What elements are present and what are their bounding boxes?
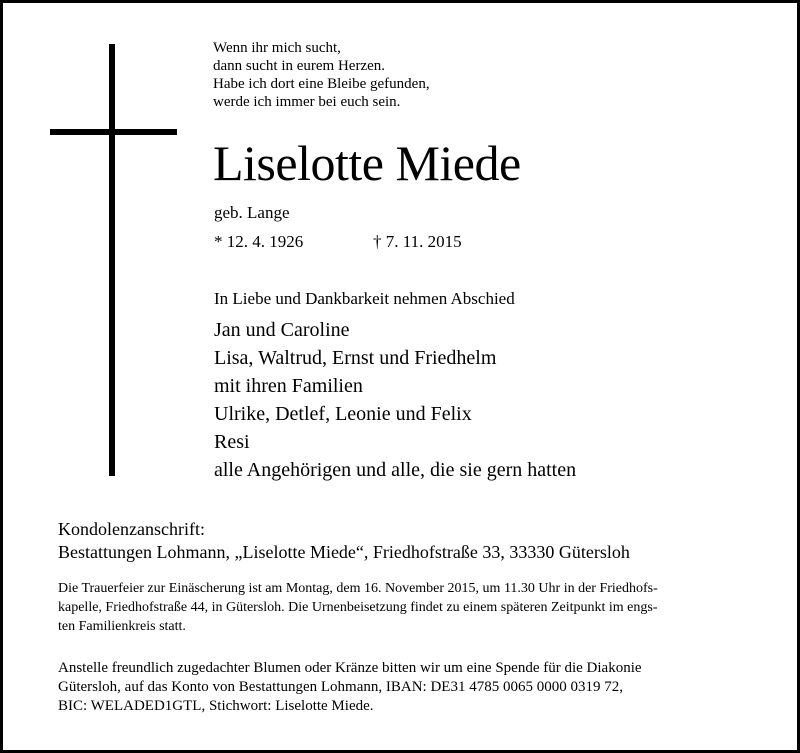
mourner-entry: Jan und Caroline bbox=[214, 319, 350, 341]
poem-line: Habe ich dort eine Bleibe gefunden, bbox=[213, 76, 430, 92]
farewell-intro: In Liebe und Dankbarkeit nehmen Abschied bbox=[214, 289, 515, 308]
mourners-list bbox=[214, 316, 576, 484]
ceremony-line: Die Trauerfeier zur Einäscherung ist am Montag, dem 16. November 2015, um 11.30 Uhr in der Friedhofs- bbox=[58, 581, 658, 596]
birth-date: * 12. 4. 1926 bbox=[214, 232, 304, 251]
poem-line: Wenn ihr mich sucht, bbox=[213, 40, 341, 56]
mourner-entry: alle Angehörigen und alle, die sie gern hatten bbox=[214, 459, 577, 481]
poem-line: dann sucht in eurem Herzen. bbox=[213, 58, 386, 74]
donation-line: BIC: WELADED1GTL, Stichwort: Liselotte Miede. bbox=[58, 698, 374, 714]
cross-symbol-vertical-beam bbox=[109, 44, 115, 476]
deceased-name: Liselotte Miede bbox=[213, 135, 521, 191]
mourner-entry: Ulrike, Detlef, Leonie und Felix bbox=[214, 403, 472, 425]
ceremony-line: kapelle, Friedhofstraße 44, in Gütersloh. Die Urnenbeisetzung findet zu einem späteren Zeitpunkt im engs- bbox=[58, 600, 658, 615]
funeral-ceremony-info bbox=[58, 579, 748, 636]
mourner-entry: Lisa, Waltrud, Ernst und Friedhelm bbox=[214, 347, 497, 369]
donation-request bbox=[58, 659, 748, 716]
donation-line: Gütersloh, auf das Konto von Bestattungen Lohmann, IBAN: DE31 4785 0065 0000 0319 72, bbox=[58, 679, 623, 695]
cross-symbol-horizontal-beam bbox=[50, 129, 177, 135]
condolence-label: Kondolenzanschrift: bbox=[58, 519, 205, 539]
mourner-entry: mit ihren Familien bbox=[214, 375, 363, 397]
memorial-poem bbox=[213, 39, 430, 111]
condolence-address-block bbox=[58, 518, 630, 564]
mourner-entry: Resi bbox=[214, 431, 250, 453]
death-date: † 7. 11. 2015 bbox=[373, 232, 462, 251]
condolence-address: Bestattungen Lohmann, „Liselotte Miede“, Friedhofstraße 33, 33330 Gütersloh bbox=[58, 542, 630, 562]
poem-line: werde ich immer bei euch sein. bbox=[213, 94, 401, 110]
donation-line: Anstelle freundlich zugedachter Blumen oder Kränze bitten wir um eine Spende für die Diakonie bbox=[58, 660, 642, 676]
maiden-name: geb. Lange bbox=[214, 203, 290, 222]
ceremony-line: ten Familienkreis statt. bbox=[58, 619, 186, 634]
